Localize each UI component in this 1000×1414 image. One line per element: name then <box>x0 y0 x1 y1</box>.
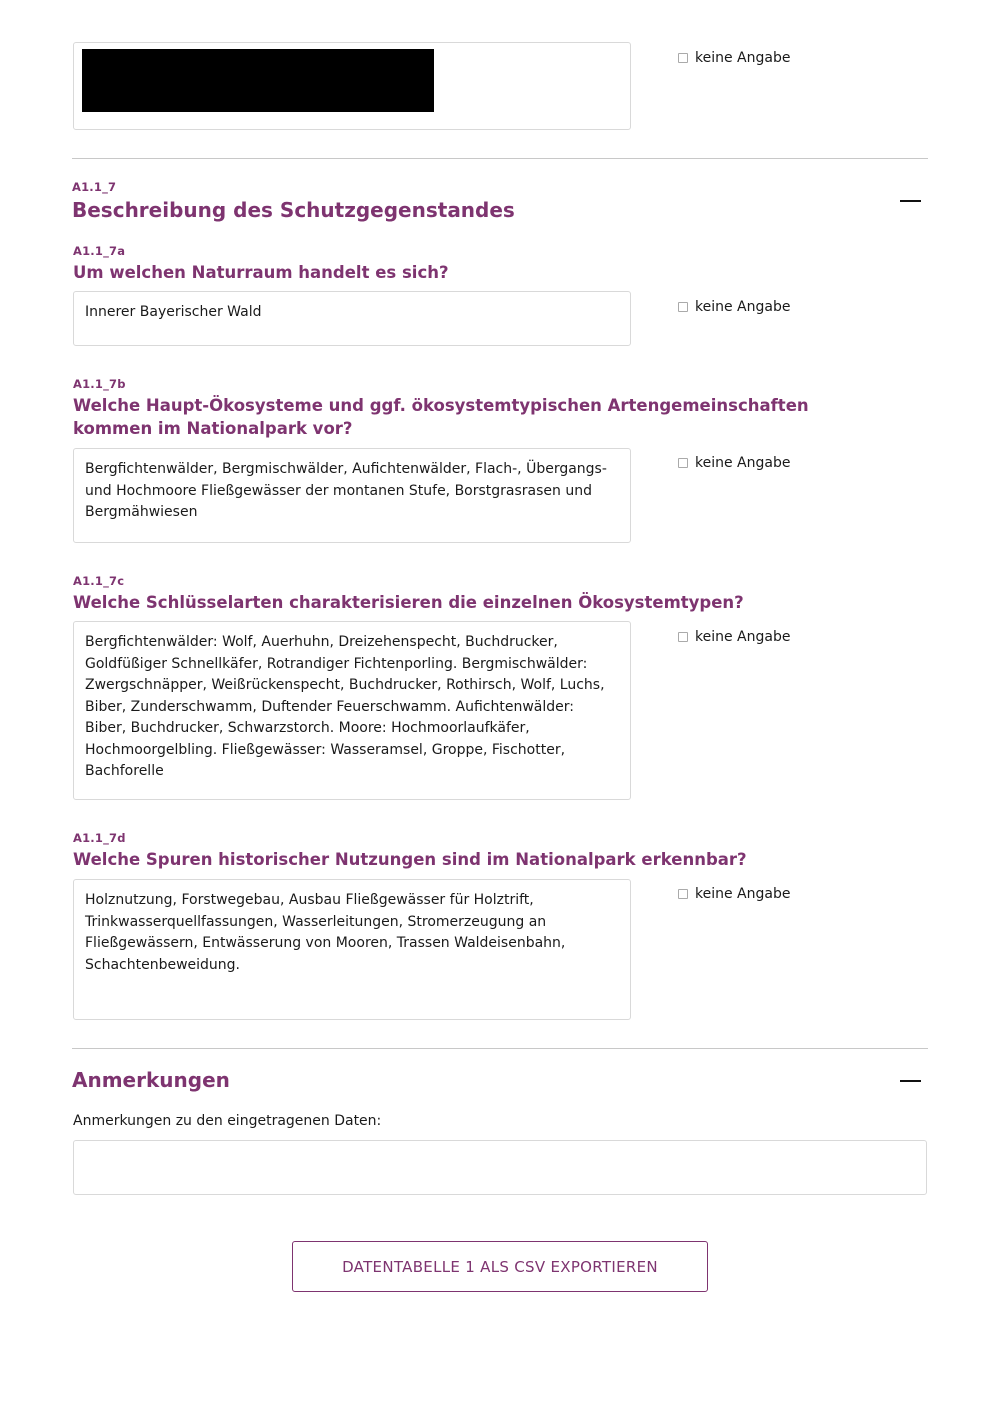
question-code: A1.1_7c <box>73 574 125 588</box>
checkbox-label: keine Angabe <box>695 299 791 315</box>
no-answer-checkbox-row[interactable] <box>678 298 790 316</box>
top-answer-field[interactable] <box>73 42 631 130</box>
question-title: Welche Haupt-Ökosysteme und ggf. ökosystemtypischen Artengemeinschaften kommen im Nationalpark vor? <box>73 396 809 438</box>
section-divider <box>72 1048 928 1049</box>
answer-field[interactable]: Bergfichtenwälder: Wolf, Auerhuhn, Dreizehenspecht, Buchdrucker, Goldfüßiger Schnellkäfer, Rotrandiger Fichtenporling. Bergmischwälder: Zwergschnäpper, Weißrückenspecht, Buchdrucker, Rothirsch, Wolf, Luchs, Biber, Zunderschwamm, Duftender Feuerschwamm. Aufichtenwälder: Biber, Buchdrucker, Schwarzstorch. Moore: Hochmoorlaufkäfer, Hochmoorgelbling. Fließgewässer: Wasseramsel, Groppe, Fischotter, Bachforelle <box>73 621 631 800</box>
question-title: Welche Schlüsselarten charakterisieren die einzelnen Ökosystemtypen? <box>73 593 744 612</box>
checkbox[interactable] <box>678 302 688 312</box>
checkbox-label: keine Angabe <box>695 455 791 471</box>
remarks-input[interactable] <box>73 1140 927 1195</box>
answer-field[interactable]: Innerer Bayerischer Wald <box>73 291 631 346</box>
remarks-title: Anmerkungen <box>72 1068 230 1092</box>
top-no-answer-checkbox-row[interactable] <box>678 49 790 67</box>
checkbox-label: keine Angabe <box>695 629 791 645</box>
export-csv-button[interactable]: DATENTABELLE 1 ALS CSV EXPORTIEREN <box>292 1241 708 1292</box>
no-answer-checkbox-row[interactable] <box>678 454 790 472</box>
question-title: Welche Spuren historischer Nutzungen sind im Nationalpark erkennbar? <box>73 850 747 869</box>
redacted-block <box>82 49 434 112</box>
no-answer-checkbox-row[interactable] <box>678 628 790 646</box>
answer-field[interactable]: Bergfichtenwälder, Bergmischwälder, Aufichtenwälder, Flach-, Übergangs- und Hochmoore Fließgewässer der montanen Stufe, Borstgrasrasen und Bergmähwiesen <box>73 448 631 543</box>
checkbox[interactable] <box>678 889 688 899</box>
remarks-label: Anmerkungen zu den eingetragenen Daten: <box>73 1113 382 1129</box>
question-code: A1.1_7a <box>73 244 126 258</box>
section-divider <box>72 158 928 159</box>
checkbox-label: keine Angabe <box>695 50 791 66</box>
checkbox[interactable] <box>678 53 688 63</box>
section-code: A1.1_7 <box>72 180 117 194</box>
answer-field[interactable]: Holznutzung, Forstwegebau, Ausbau Fließgewässer für Holztrift, Trinkwasserquellfassungen, Wasserleitungen, Stromerzeugung an Fließgewässern, Entwässerung von Mooren, Trassen Waldeisenbahn, Schachtenbeweidung. <box>73 879 631 1020</box>
question-code: A1.1_7b <box>73 377 126 391</box>
question-title: Um welchen Naturraum handelt es sich? <box>73 263 449 282</box>
section-title: Beschreibung des Schutzgegenstandes <box>72 198 515 222</box>
question-code: A1.1_7d <box>73 831 126 845</box>
checkbox[interactable] <box>678 458 688 468</box>
checkbox[interactable] <box>678 632 688 642</box>
minus-icon[interactable] <box>900 1075 922 1087</box>
minus-icon[interactable] <box>900 195 922 207</box>
checkbox-label: keine Angabe <box>695 886 791 902</box>
no-answer-checkbox-row[interactable] <box>678 885 790 903</box>
